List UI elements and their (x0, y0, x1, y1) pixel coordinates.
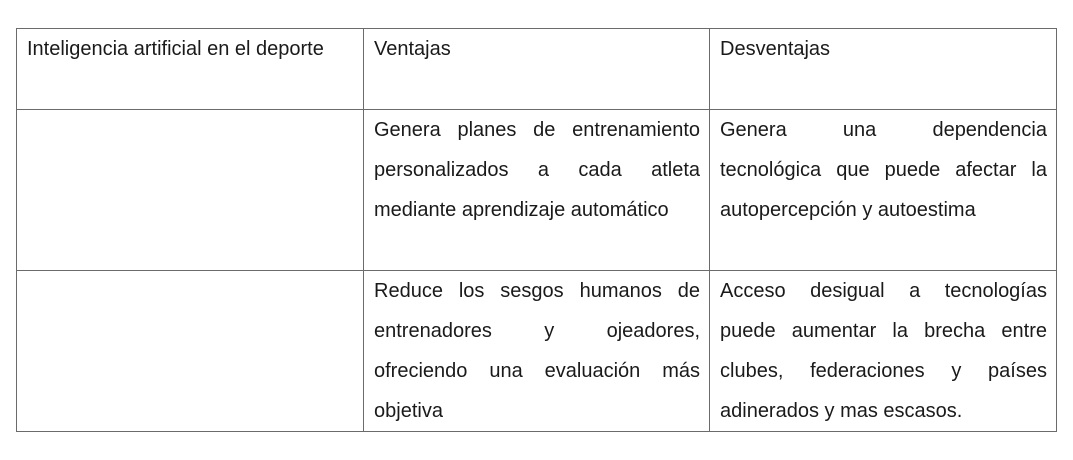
row-1-disadvantage-cell: Genera una dependencia tecnológica que puede afectar la autopercepción y autoestima (710, 110, 1057, 271)
table-row (17, 271, 1057, 432)
row-1-topic-cell (17, 110, 364, 271)
header-cell-topic: Inteligencia artificial en el deporte (17, 29, 364, 110)
row-1-advantage-cell: Genera planes de entrenamiento personalizados a cada atleta mediante aprendizaje automático (364, 110, 710, 271)
table-header-row (17, 29, 1057, 110)
comparison-table (16, 28, 1057, 432)
row-2-topic-cell (17, 271, 364, 432)
header-cell-advantages: Ventajas (364, 29, 710, 110)
row-2-advantage-cell: Reduce los sesgos humanos de entrenadores y ojeadores, ofreciendo una evaluación más objetiva (364, 271, 710, 432)
header-cell-disadvantages: Desventajas (710, 29, 1057, 110)
comparison-table-container (16, 28, 1056, 432)
row-2-disadvantage-cell: Acceso desigual a tecnologías puede aumentar la brecha entre clubes, federaciones y países adinerados y mas escasos. (710, 271, 1057, 432)
table-row (17, 110, 1057, 271)
